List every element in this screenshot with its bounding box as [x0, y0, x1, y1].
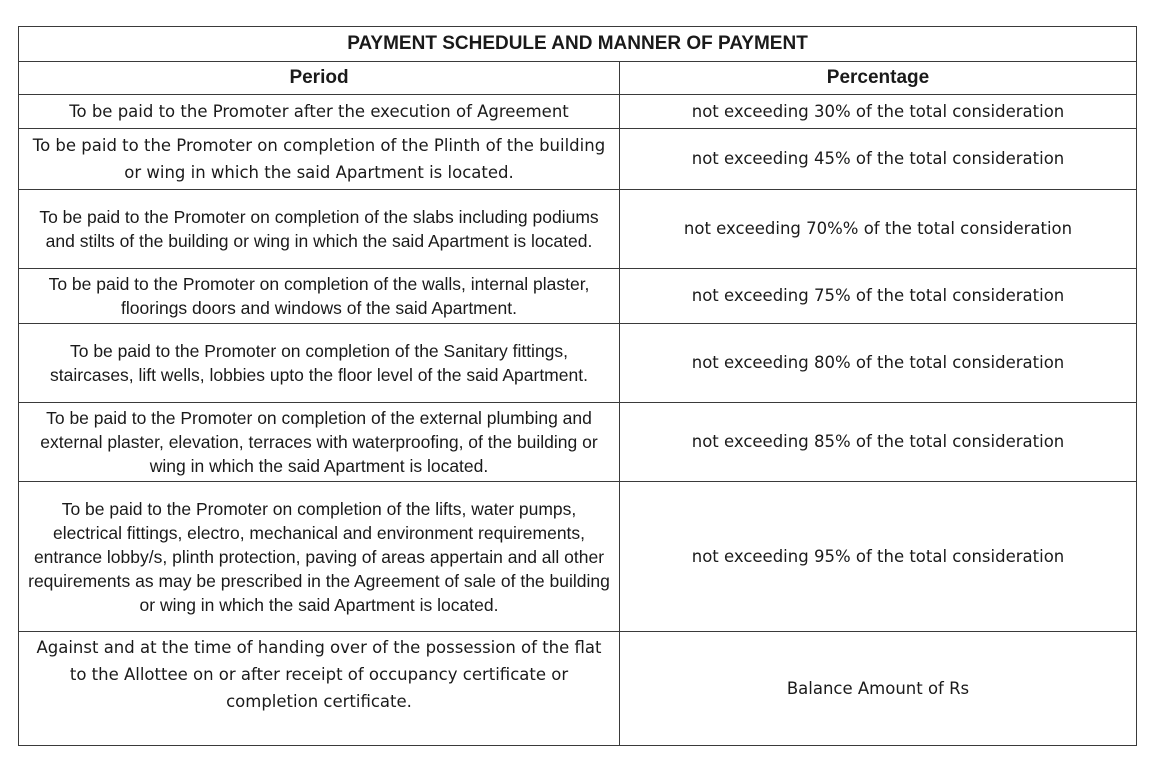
title-row — [19, 27, 1137, 62]
percentage-cell: not exceeding 30% of the total consideration — [620, 95, 1137, 129]
percentage-cell: not exceeding 45% of the total consideration — [620, 129, 1137, 190]
table-row — [19, 324, 1137, 403]
percentage-cell: not exceeding 70%% of the total consideration — [620, 190, 1137, 269]
percentage-cell: not exceeding 85% of the total consideration — [620, 403, 1137, 482]
table-row — [19, 269, 1137, 324]
percentage-cell: not exceeding 80% of the total consideration — [620, 324, 1137, 403]
table-row — [19, 403, 1137, 482]
table-row — [19, 190, 1137, 269]
table-title: PAYMENT SCHEDULE AND MANNER OF PAYMENT — [19, 27, 1137, 62]
period-cell: To be paid to the Promoter on completion of the slabs including podiums and stilts of the building or wing in which the said Apartment is located. — [19, 190, 620, 269]
percentage-cell: not exceeding 95% of the total consideration — [620, 482, 1137, 632]
table-row — [19, 482, 1137, 632]
payment-schedule-table — [18, 26, 1137, 746]
period-cell: To be paid to the Promoter on completion of the walls, internal plaster, floorings doors and windows of the said Apartment. — [19, 269, 620, 324]
header-row — [19, 62, 1137, 95]
period-cell: To be paid to the Promoter on completion of the external plumbing and external plaster, elevation, terraces with waterproofing, of the building or wing in which the said Apartment is located. — [19, 403, 620, 482]
percentage-cell: Balance Amount of Rs — [620, 632, 1137, 746]
period-cell: To be paid to the Promoter after the execution of Agreement — [19, 95, 620, 129]
percentage-cell: not exceeding 75% of the total consideration — [620, 269, 1137, 324]
table-row — [19, 632, 1137, 746]
column-header-period: Period — [19, 62, 620, 95]
column-header-percentage: Percentage — [620, 62, 1137, 95]
payment-schedule-document — [18, 26, 1136, 746]
period-cell: Against and at the time of handing over of the possession of the flat to the Allottee on or after receipt of occupancy certificate or completion certificate. — [19, 632, 620, 746]
period-cell: To be paid to the Promoter on completion of the lifts, water pumps, electrical fittings, electro, mechanical and environment requirements, entrance lobby/s, plinth protection, paving of areas appertain and all other requirements as may be prescribed in the Agreement of sale of the building or wing in which the said Apartment is located. — [19, 482, 620, 632]
table-row — [19, 95, 1137, 129]
table-row — [19, 129, 1137, 190]
period-cell: To be paid to the Promoter on completion of the Plinth of the building or wing in which the said Apartment is located. — [19, 129, 620, 190]
period-cell: To be paid to the Promoter on completion of the Sanitary fittings, staircases, lift wells, lobbies upto the floor level of the said Apartment. — [19, 324, 620, 403]
